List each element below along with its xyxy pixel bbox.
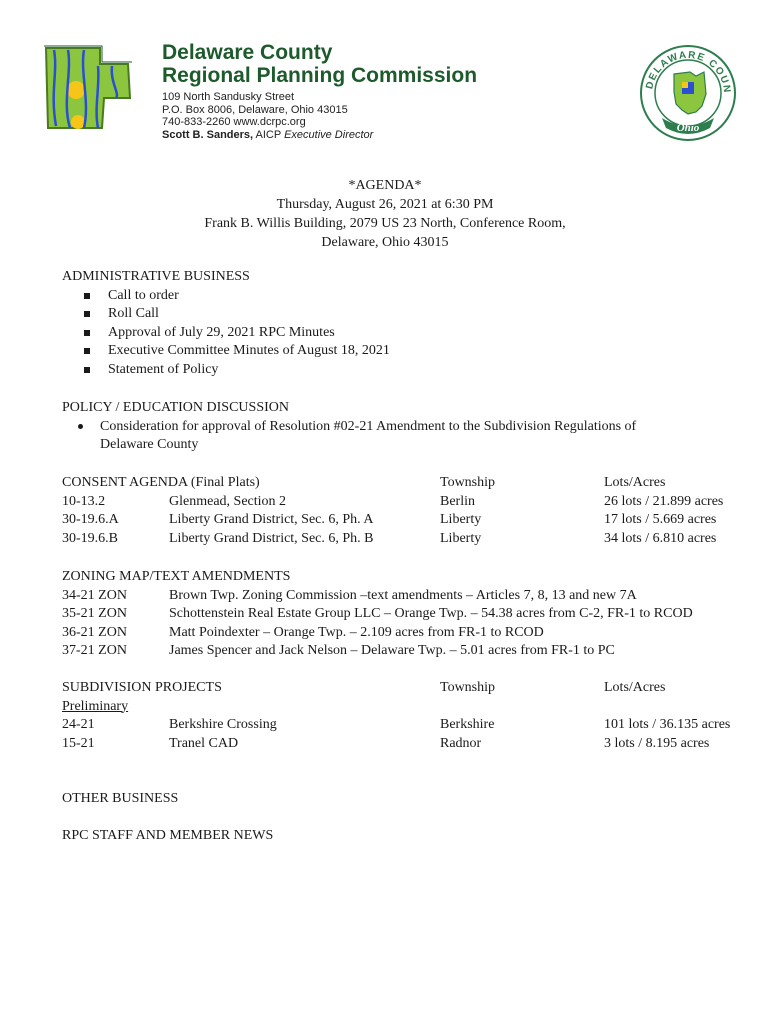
subdivision-heading: SUBDIVISION PROJECTS xyxy=(62,680,222,695)
case-id: 24-21 xyxy=(62,717,95,732)
case-id: 35-21 ZON xyxy=(62,606,127,621)
policy-section xyxy=(62,399,680,455)
meeting-date: Thursday, August 26, 2021 at 6:30 PM xyxy=(276,197,494,212)
case-name: Liberty Grand District, Sec. 6, Ph. A xyxy=(169,512,374,527)
zoning-heading-row xyxy=(62,568,762,587)
case-description: Schottenstein Real Estate Group LLC – Orange Twp. – 54.38 acres from C-2, FR-1 to RCOD xyxy=(169,606,693,621)
org-contact: 740-833-2260 www.dcrpc.org xyxy=(162,116,306,128)
case-id: 30-19.6.B xyxy=(62,530,118,546)
case-township: Liberty xyxy=(440,512,482,527)
preliminary-row xyxy=(62,698,762,717)
preliminary-subheading: Preliminary xyxy=(62,698,129,714)
case-id: 30-19.6.A xyxy=(62,512,119,527)
case-id: 34-21 ZON xyxy=(62,587,127,603)
zoning-heading: ZONING MAP/TEXT AMENDMENTS xyxy=(62,569,291,584)
agenda-label: *AGENDA* xyxy=(348,178,422,193)
seal-text-bottom: Ohio xyxy=(676,122,700,134)
admin-section xyxy=(62,268,390,379)
table-row xyxy=(62,735,762,754)
consent-heading: CONSENT AGENDA (Final Plats) xyxy=(62,475,260,490)
case-name: Glenmead, Section 2 xyxy=(169,493,287,509)
list-item: Consideration for approval of Resolution #02-21 Amendment to the Subdivision Regulations of Delaware County xyxy=(76,418,680,455)
table-row xyxy=(62,493,762,512)
other-business: OTHER BUSINESS xyxy=(62,791,179,806)
case-lots: 3 lots / 8.195 acres xyxy=(604,735,710,751)
agenda-title-block xyxy=(0,176,770,252)
admin-heading: ADMINISTRATIVE BUSINESS xyxy=(62,269,250,284)
case-lots: 34 lots / 6.810 acres xyxy=(604,530,717,546)
staff-news: RPC STAFF AND MEMBER NEWS xyxy=(62,828,274,843)
zoning-section xyxy=(62,568,762,661)
case-id: 36-21 ZON xyxy=(62,624,127,640)
director-name: Scott B. Sanders, xyxy=(162,128,254,141)
case-description: James Spencer and Jack Nelson – Delaware Twp. – 5.01 acres from FR-1 to PC xyxy=(169,643,615,658)
subdivision-section xyxy=(62,679,762,753)
table-row xyxy=(62,624,762,643)
subdivision-header-row xyxy=(62,679,762,698)
table-row xyxy=(62,642,762,661)
consent-header-row xyxy=(62,474,762,493)
org-address2: P.O. Box 8006, Delaware, Ohio 43015 xyxy=(162,103,348,116)
table-row xyxy=(62,530,762,549)
table-row xyxy=(62,511,762,530)
table-row xyxy=(62,587,762,606)
case-name: Liberty Grand District, Sec. 6, Ph. B xyxy=(169,530,374,546)
case-lots: 17 lots / 5.669 acres xyxy=(604,512,717,527)
list-item: Call to order xyxy=(84,287,390,306)
meeting-location1: Frank B. Willis Building, 2079 US 23 North, Conference Room, xyxy=(204,216,566,231)
case-id: 10-13.2 xyxy=(62,493,106,509)
list-item: Roll Call xyxy=(84,305,390,324)
table-row xyxy=(62,716,762,735)
township-header: Township xyxy=(440,475,496,490)
lots-header: Lots/Acres xyxy=(604,475,666,490)
lots-header: Lots/Acres xyxy=(604,680,666,695)
case-name: Berkshire Crossing xyxy=(169,717,277,732)
admin-list xyxy=(62,287,390,380)
org-name-line1: Delaware County xyxy=(162,41,333,64)
director-cred: AICP xyxy=(253,128,285,141)
policy-list xyxy=(62,418,680,455)
org-header xyxy=(162,41,477,141)
seal-text-top: DELAWARE COUN xyxy=(644,49,733,95)
case-township: Berlin xyxy=(440,493,475,509)
consent-section xyxy=(62,474,762,548)
township-header: Township xyxy=(440,680,496,695)
policy-heading: POLICY / EDUCATION DISCUSSION xyxy=(62,400,289,415)
case-lots: 26 lots / 21.899 acres xyxy=(604,493,724,509)
table-row xyxy=(62,605,762,624)
list-item: Statement of Policy xyxy=(84,361,390,380)
case-township: Berkshire xyxy=(440,717,495,732)
case-id: 37-21 ZON xyxy=(62,643,127,658)
list-item: Executive Committee Minutes of August 18, 2021 xyxy=(84,342,390,361)
director-title: Executive Director xyxy=(284,128,374,141)
org-name-line2: Regional Planning Commission xyxy=(162,64,478,87)
case-township: Liberty xyxy=(440,530,482,546)
dcrpc-logo xyxy=(40,42,152,134)
case-lots: 101 lots / 36.135 acres xyxy=(604,717,731,732)
list-item: Approval of July 29, 2021 RPC Minutes xyxy=(84,324,390,343)
case-name: Tranel CAD xyxy=(169,735,239,751)
case-id: 15-21 xyxy=(62,735,95,751)
meeting-location2: Delaware, Ohio 43015 xyxy=(321,235,449,250)
case-description: Matt Poindexter – Orange Twp. – 2.109 acres from FR-1 to RCOD xyxy=(169,624,544,640)
org-director xyxy=(162,129,477,142)
org-address1: 109 North Sandusky Street xyxy=(162,91,295,103)
case-township: Radnor xyxy=(440,735,482,751)
case-description: Brown Twp. Zoning Commission –text amendments – Articles 7, 8, 13 and new 7A xyxy=(169,587,637,603)
delaware-county-seal xyxy=(638,44,738,142)
